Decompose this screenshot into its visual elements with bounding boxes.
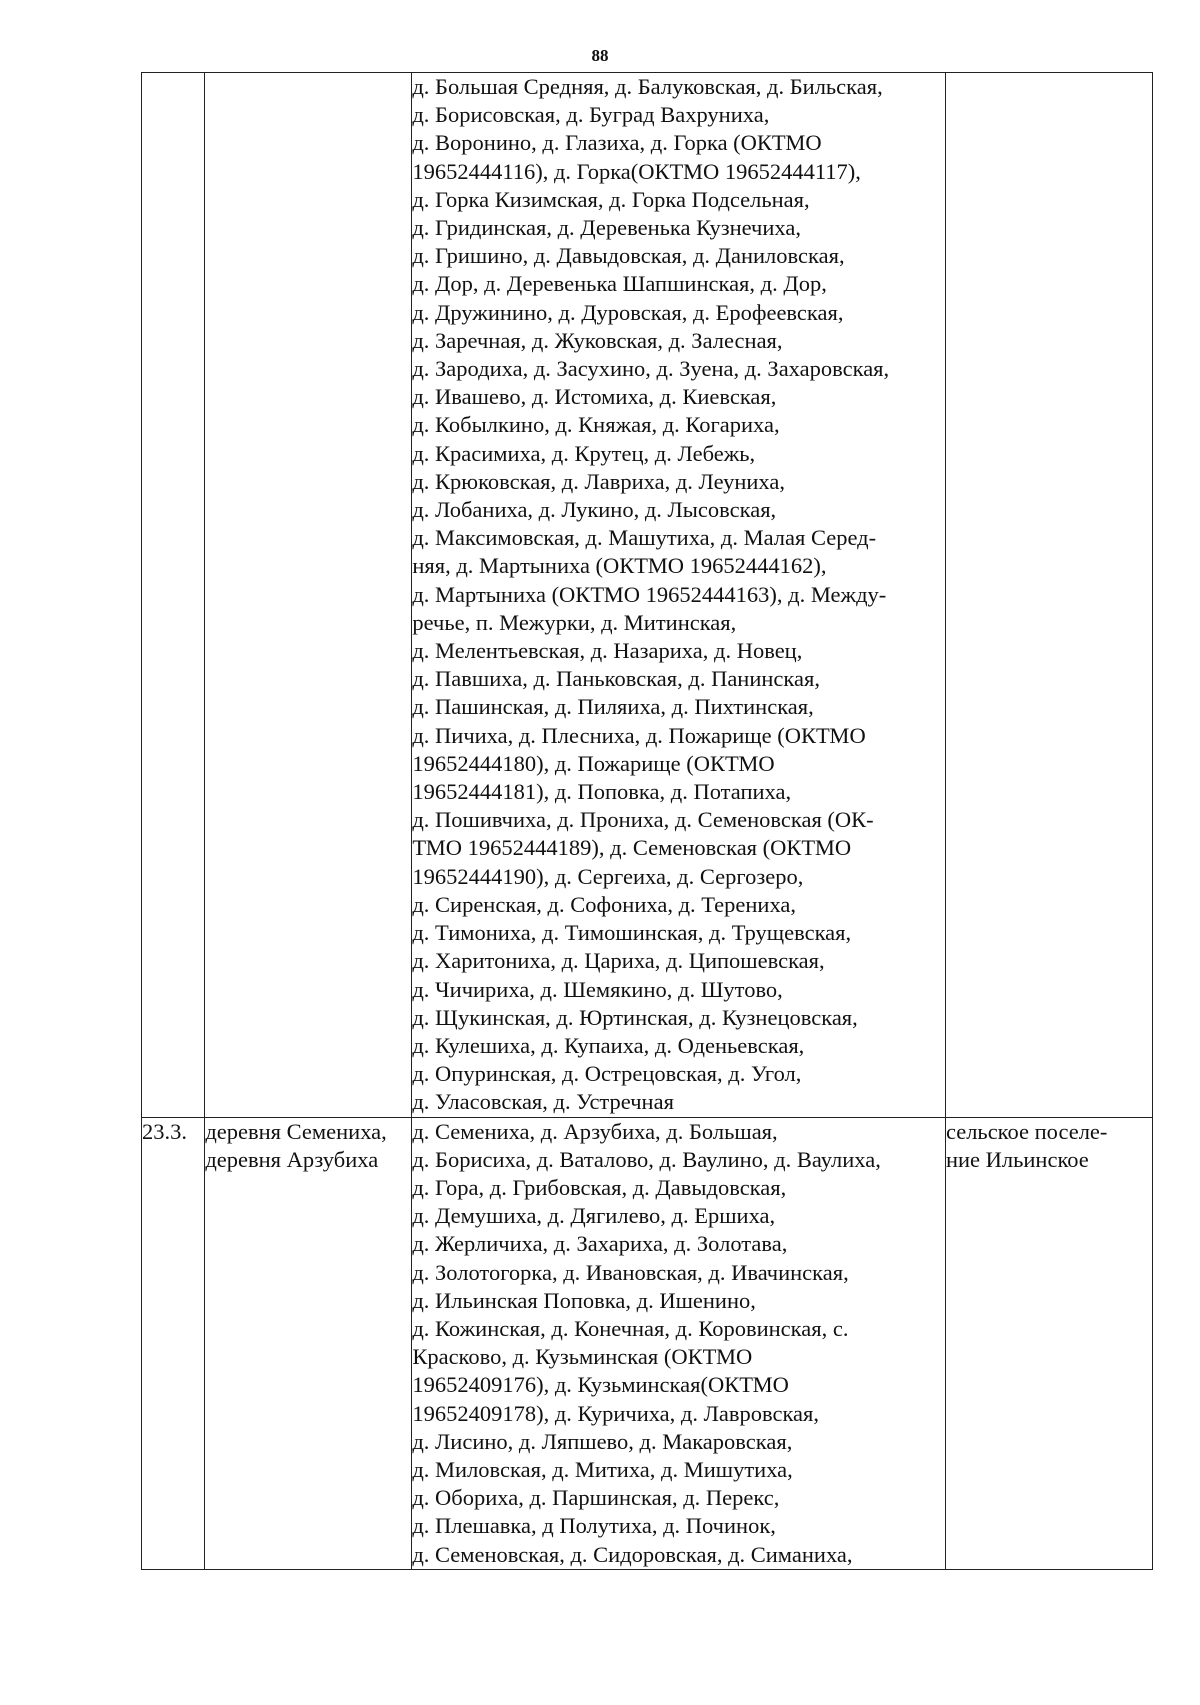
settlements-line: д. Зародиха, д. Засухино, д. Зуена, д. Захаровская, — [412, 356, 890, 382]
municipality-line: ние Ильинское — [945, 1146, 1089, 1172]
settlements-line: д. Большая Средняя, д. Балуковская, д. Бильская, — [412, 74, 883, 99]
settlements-line: д. Тимониха, д. Тимошинская, д. Трущевская, — [412, 920, 852, 946]
center-name-line: деревня Семениха, — [205, 1118, 387, 1144]
municipality-cell — [945, 1117, 1152, 1569]
settlements-line: д. Семениха, д. Арзубиха, д. Большая, — [412, 1118, 778, 1144]
settlements-cell — [412, 1117, 946, 1569]
settlements-line: д. Пашинская, д. Пиляиха, д. Пихтинская, — [412, 694, 814, 720]
settlements-line: д. Чичириха, д. Шемякино, д. Шутово, — [412, 976, 783, 1002]
settlements-line: д. Кулешиха, д. Купаиха, д. Оденьевская, — [412, 1032, 805, 1058]
center-name-cell — [205, 73, 412, 1118]
settlements-line: д. Максимовская, д. Машутиха, д. Малая Серед- — [412, 525, 877, 551]
settlements-cell — [412, 73, 946, 1118]
settlements-line: д. Харитониха, д. Цариха, д. Ципошевская, — [412, 948, 825, 974]
settlements-line: д. Дор, д. Деревенька Шапшинская, д. Дор, — [412, 271, 827, 297]
settlements-line: д. Жерличиха, д. Захариха, д. Золотава, — [412, 1231, 788, 1257]
settlements-line: д. Кожинская, д. Конечная, д. Коровинская, с. — [412, 1315, 849, 1341]
center-name-cell — [205, 1117, 412, 1569]
settlements-line: д. Горка Кизимская, д. Горка Подсельная, — [412, 186, 810, 212]
settlements-line: д. Семеновская, д. Сидоровская, д. Симаниха, — [412, 1541, 853, 1567]
settlements-line: 19652444180), д. Пожарище (ОКТМО — [412, 750, 775, 776]
settlements-line: д. Пичиха, д. Плесниха, д. Пожарище (ОКТМО — [412, 722, 866, 748]
settlements-line: д. Лобаниха, д. Лукино, д. Лысовская, — [412, 497, 777, 523]
settlements-line: речье, п. Межурки, д. Митинская, — [412, 609, 737, 635]
page-number: 88 — [591, 46, 609, 65]
row-number-cell — [142, 73, 205, 1118]
settlements-line: няя, д. Мартыниха (ОКТМО 19652444162), — [412, 553, 827, 579]
settlements-line: д. Плешавка, д Полутиха, д. Починок, — [412, 1513, 776, 1539]
settlements-line: д. Сиренская, д. Софониха, д. Терениха, — [412, 891, 797, 917]
table-row — [142, 1117, 1153, 1569]
settlements-line: д. Ильинская Поповка, д. Ишенино, — [412, 1287, 756, 1313]
settlements-line: д. Гридинская, д. Деревенька Кузнечиха, — [412, 215, 801, 241]
settlements-line: д. Борисиха, д. Ваталово, д. Ваулино, д. Ваулиха, — [412, 1146, 881, 1172]
settlements-line: д. Щукинская, д. Юртинская, д. Кузнецовская, — [412, 1004, 858, 1030]
settlements-line: д. Гришино, д. Давыдовская, д. Даниловская, — [412, 243, 845, 269]
table-row — [142, 73, 1153, 1118]
settlements-line: 19652444116), д. Горка(ОКТМО 19652444117), — [412, 158, 861, 184]
settlements-line: д. Лисино, д. Ляпшево, д. Макаровская, — [412, 1428, 793, 1454]
settlements-line: 19652444181), д. Поповка, д. Потапиха, — [412, 779, 792, 805]
settlements-line: д. Мелентьевская, д. Назариха, д. Новец, — [412, 638, 803, 664]
settlements-line: д. Заречная, д. Жуковская, д. Залесная, — [412, 327, 783, 353]
settlements-line: д. Ивашево, д. Истомиха, д. Киевская, — [412, 384, 777, 410]
settlements-line: д. Опуринская, д. Острецовская, д. Угол, — [412, 1061, 802, 1087]
table-body — [142, 73, 1153, 1570]
settlements-line: д. Пошивчиха, д. Прониха, д. Семеновская (ОК- — [412, 807, 874, 833]
settlements-line: д. Кобылкино, д. Княжая, д. Когариха, — [412, 412, 780, 438]
settlements-line: д. Обориха, д. Паршинская, д. Перекс, — [412, 1485, 780, 1511]
settlements-line: Красково, д. Кузьминская (ОКТМО — [412, 1344, 753, 1370]
settlements-line: д. Уласовская, д. Устречная — [412, 1089, 674, 1115]
row-number: 23.3. — [142, 1118, 187, 1144]
center-name-line: деревня Арзубиха — [205, 1146, 379, 1172]
settlements-line: д. Демушиха, д. Дягилево, д. Ершиха, — [412, 1203, 776, 1229]
settlements-line: д. Мартыниха (ОКТМО 19652444163), д. Между- — [412, 581, 887, 607]
settlements-line: д. Борисовская, д. Буград Вахруниха, — [412, 102, 770, 128]
settlements-line: д. Воронино, д. Глазиха, д. Горка (ОКТМО — [412, 130, 822, 156]
settlements-line: д. Золотогорка, д. Ивановская, д. Ивачинская, — [412, 1259, 849, 1285]
settlements-line: д. Крюковская, д. Лавриха, д. Леуниха, — [412, 468, 785, 494]
municipality-line: сельское поселе- — [945, 1118, 1108, 1144]
settlements-line: д. Миловская, д. Митиха, д. Мишутиха, — [412, 1456, 793, 1482]
row-number-cell — [142, 1117, 205, 1569]
settlements-line: ТМО 19652444189), д. Семеновская (ОКТМО — [412, 835, 852, 861]
municipality-cell — [945, 73, 1152, 1118]
settlements-line: д. Красимиха, д. Крутец, д. Лебежь, — [412, 440, 756, 466]
settlements-line: 19652409176), д. Кузьминская(ОКТМО — [412, 1372, 789, 1398]
settlements-line: д. Гора, д. Грибовская, д. Давыдовская, — [412, 1174, 787, 1200]
settlements-line: 19652444190), д. Сергеиха, д. Сергозеро, — [412, 863, 804, 889]
settlements-table — [141, 72, 1153, 1570]
settlements-line: д. Павшиха, д. Паньковская, д. Панинская, — [412, 666, 820, 692]
settlements-line: д. Дружинино, д. Дуровская, д. Ерофеевская, — [412, 299, 844, 325]
settlements-line: 19652409178), д. Куричиха, д. Лавровская, — [412, 1400, 820, 1426]
